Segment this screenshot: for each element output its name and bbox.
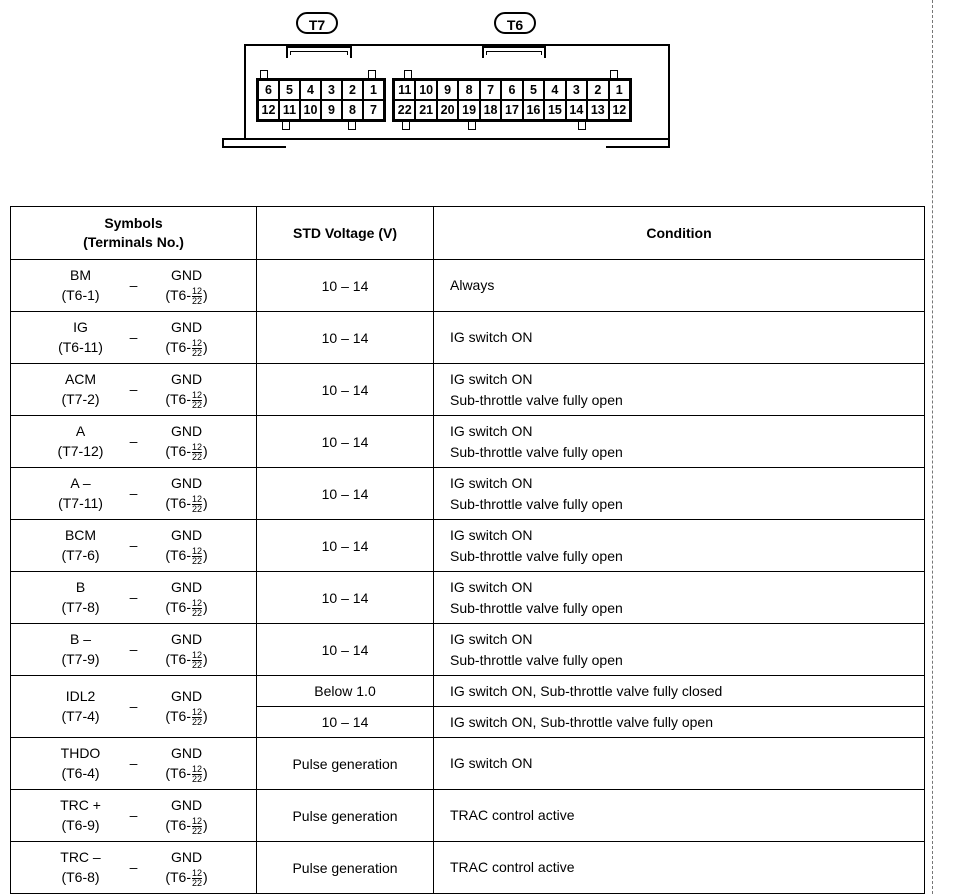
fraction-denominator: 22 xyxy=(191,555,202,566)
condition-cell: IG switch ON, Sub-throttle valve fully open xyxy=(434,707,925,738)
signal-terminal-no: (T7-6) xyxy=(61,547,100,564)
signal-terminal-no: (T6-11) xyxy=(58,339,103,356)
symbol-pair xyxy=(12,795,255,836)
t7-pin: 10 xyxy=(300,100,321,120)
table-row xyxy=(11,738,925,790)
signal-terminal xyxy=(41,686,121,726)
fraction-numerator: 12 xyxy=(191,597,202,608)
fraction-numerator: 12 xyxy=(191,763,202,774)
t6-pin: 15 xyxy=(544,100,565,120)
signal-terminal xyxy=(41,743,121,783)
voltage-cell: 10 – 14 xyxy=(257,260,434,312)
header-condition: Condition xyxy=(434,207,925,260)
t6-pin: 14 xyxy=(566,100,587,120)
pair-dash: – xyxy=(129,589,138,606)
ground-terminal-fraction xyxy=(192,599,202,618)
ground-terminal xyxy=(147,743,227,784)
ground-symbol: GND xyxy=(170,797,203,814)
signal-terminal-no: (T7-4) xyxy=(61,708,100,725)
ground-terminal-fraction xyxy=(192,651,202,670)
fraction-denominator: 22 xyxy=(191,451,202,462)
symbol-pair xyxy=(12,369,255,410)
t6-pin: 16 xyxy=(523,100,544,120)
table-row xyxy=(11,676,925,707)
ground-terminal xyxy=(147,577,227,618)
page-edge xyxy=(932,0,933,894)
t7-key xyxy=(348,121,356,130)
t7-key xyxy=(368,70,376,79)
ground-terminal-no xyxy=(147,389,227,410)
signal-terminal-no: (T7-9) xyxy=(61,651,100,668)
condition-line: IG switch ON xyxy=(450,329,533,345)
pair-dash: – xyxy=(129,537,138,554)
t6-pin: 17 xyxy=(501,100,522,120)
ground-terminal-suffix: ) xyxy=(203,817,208,834)
voltage-cell: 10 – 14 xyxy=(257,364,434,416)
ground-terminal-suffix: ) xyxy=(203,651,208,668)
ground-terminal-suffix: ) xyxy=(203,599,208,616)
signal-terminal-no: (T7-12) xyxy=(57,443,104,460)
symbol-cell xyxy=(11,842,257,894)
signal-terminal xyxy=(41,473,121,513)
t6-pin: 6 xyxy=(501,80,522,100)
symbol-pair xyxy=(12,265,255,306)
signal-symbol: BM xyxy=(70,267,91,284)
ground-symbol: GND xyxy=(170,475,203,492)
condition-line: TRAC control active xyxy=(450,859,575,875)
symbol-cell xyxy=(11,520,257,572)
symbol-pair xyxy=(12,421,255,462)
ground-terminal-no xyxy=(147,867,227,888)
fraction-numerator: 12 xyxy=(191,649,202,660)
condition-line: IG switch ON xyxy=(450,474,533,491)
t6-pin: 1 xyxy=(609,80,630,100)
ground-terminal-prefix: (T6- xyxy=(165,599,191,616)
t6-pin: 3 xyxy=(566,80,587,100)
connector-flange-notch xyxy=(286,138,606,148)
t6-pin: 22 xyxy=(394,100,415,120)
ground-terminal-suffix: ) xyxy=(203,391,208,408)
t7-pin: 9 xyxy=(321,100,342,120)
signal-symbol: TRC – xyxy=(60,849,101,866)
signal-symbol: THDO xyxy=(60,745,101,762)
fraction-denominator: 22 xyxy=(191,773,202,784)
fraction-numerator: 12 xyxy=(191,441,202,452)
ground-terminal-no xyxy=(147,441,227,462)
ground-terminal-suffix: ) xyxy=(203,765,208,782)
ground-terminal-suffix: ) xyxy=(203,443,208,460)
ground-terminal-prefix: (T6- xyxy=(165,391,191,408)
signal-terminal xyxy=(41,369,121,409)
signal-symbol: A – xyxy=(70,475,91,492)
t6-pin: 8 xyxy=(458,80,479,100)
signal-symbol: B – xyxy=(69,631,91,648)
t6-latch xyxy=(482,46,546,58)
voltage-cell: 10 – 14 xyxy=(257,572,434,624)
condition-cell xyxy=(434,790,925,842)
pair-dash: – xyxy=(129,859,138,876)
pair-dash: – xyxy=(129,698,138,715)
t7-key xyxy=(260,70,268,79)
table-header-row xyxy=(11,207,925,260)
condition-cell xyxy=(434,738,925,790)
condition-line: IG switch ON xyxy=(450,755,533,771)
ground-terminal-prefix: (T6- xyxy=(165,817,191,834)
signal-terminal xyxy=(41,525,121,565)
condition-cell xyxy=(434,842,925,894)
ground-terminal xyxy=(147,525,227,566)
ground-terminal-suffix: ) xyxy=(203,869,208,886)
ground-terminal-prefix: (T6- xyxy=(165,765,191,782)
signal-symbol: IG xyxy=(73,319,88,336)
signal-symbol: IDL2 xyxy=(65,688,96,705)
ground-terminal-fraction xyxy=(192,547,202,566)
symbol-pair xyxy=(12,629,255,670)
pair-dash: – xyxy=(129,641,138,658)
ground-terminal-fraction xyxy=(192,495,202,514)
fraction-numerator: 12 xyxy=(191,815,202,826)
t6-pin: 12 xyxy=(609,100,630,120)
fraction-numerator: 12 xyxy=(191,337,202,348)
header-symbols-line2: (Terminals No.) xyxy=(83,234,184,250)
condition-cell xyxy=(434,624,925,676)
ground-terminal-suffix: ) xyxy=(203,287,208,304)
condition-line: Sub-throttle valve fully open xyxy=(450,391,623,408)
fraction-denominator: 22 xyxy=(191,877,202,888)
condition-cell xyxy=(434,520,925,572)
t7-pin: 3 xyxy=(321,80,342,100)
t7-pin: 4 xyxy=(300,80,321,100)
symbol-pair xyxy=(12,686,255,727)
condition-cell xyxy=(434,364,925,416)
ground-terminal-prefix: (T6- xyxy=(165,869,191,886)
signal-terminal xyxy=(41,265,121,305)
condition-cell: IG switch ON, Sub-throttle valve fully closed xyxy=(434,676,925,707)
fraction-numerator: 12 xyxy=(191,285,202,296)
signal-symbol: TRC + xyxy=(60,797,101,814)
condition-cell xyxy=(434,416,925,468)
signal-terminal xyxy=(41,847,121,887)
symbol-cell xyxy=(11,572,257,624)
table-row xyxy=(11,416,925,468)
ground-terminal-suffix: ) xyxy=(203,708,208,725)
t6-pin: 10 xyxy=(415,80,436,100)
symbol-cell xyxy=(11,790,257,842)
t7-pin: 1 xyxy=(363,80,384,100)
t7-key xyxy=(282,121,290,130)
fraction-denominator: 22 xyxy=(191,399,202,410)
condition-line: Sub-throttle valve fully open xyxy=(450,547,623,564)
table-row xyxy=(11,842,925,894)
condition-line: Sub-throttle valve fully open xyxy=(450,443,623,460)
voltage-cell: Pulse generation xyxy=(257,842,434,894)
fraction-denominator: 22 xyxy=(191,659,202,670)
pair-dash: – xyxy=(129,277,138,294)
voltage-cell: 10 – 14 xyxy=(257,416,434,468)
t7-pin: 5 xyxy=(279,80,300,100)
ground-terminal-no xyxy=(147,649,227,670)
ground-terminal-prefix: (T6- xyxy=(165,443,191,460)
ground-terminal-no xyxy=(147,285,227,306)
ground-terminal-fraction xyxy=(192,765,202,784)
ground-terminal xyxy=(147,473,227,514)
table-row xyxy=(11,572,925,624)
signal-terminal-no: (T7-2) xyxy=(61,391,100,408)
table-row xyxy=(11,790,925,842)
ground-terminal-prefix: (T6- xyxy=(165,547,191,564)
t7-pin: 7 xyxy=(363,100,384,120)
signal-symbol: ACM xyxy=(64,371,97,388)
signal-symbol: B xyxy=(75,579,86,596)
ground-symbol: GND xyxy=(170,267,203,284)
pair-dash: – xyxy=(129,433,138,450)
t7-pin: 2 xyxy=(342,80,363,100)
table-row xyxy=(11,468,925,520)
t6-pin-block xyxy=(392,78,632,122)
t6-pin: 7 xyxy=(480,80,501,100)
t7-pin: 8 xyxy=(342,100,363,120)
t6-pin: 21 xyxy=(415,100,436,120)
ground-symbol: GND xyxy=(170,371,203,388)
ground-terminal-prefix: (T6- xyxy=(165,495,191,512)
ground-terminal-suffix: ) xyxy=(203,339,208,356)
signal-symbol: A xyxy=(75,423,86,440)
symbol-cell xyxy=(11,364,257,416)
symbol-cell xyxy=(11,624,257,676)
t6-key xyxy=(402,121,410,130)
condition-line: IG switch ON xyxy=(450,630,533,647)
table-row xyxy=(11,520,925,572)
symbol-cell xyxy=(11,738,257,790)
ground-terminal xyxy=(147,265,227,306)
ground-terminal-fraction xyxy=(192,391,202,410)
condition-line: Sub-throttle valve fully open xyxy=(450,651,623,668)
voltage-cell: Pulse generation xyxy=(257,790,434,842)
t6-pin: 2 xyxy=(587,80,608,100)
symbol-cell xyxy=(11,676,257,738)
ground-terminal-no xyxy=(147,706,227,727)
t6-key xyxy=(610,70,618,79)
t6-pin: 20 xyxy=(437,100,458,120)
symbol-pair xyxy=(12,317,255,358)
signal-terminal xyxy=(41,421,121,461)
ground-terminal-no xyxy=(147,493,227,514)
pair-dash: – xyxy=(129,485,138,502)
condition-cell xyxy=(434,312,925,364)
ground-symbol: GND xyxy=(170,319,203,336)
signal-terminal-no: (T6-1) xyxy=(61,287,100,304)
ground-terminal-prefix: (T6- xyxy=(165,287,191,304)
ground-terminal-suffix: ) xyxy=(203,547,208,564)
ground-symbol: GND xyxy=(170,688,203,705)
t7-pin: 6 xyxy=(258,80,279,100)
ground-terminal-no xyxy=(147,597,227,618)
condition-cell xyxy=(434,468,925,520)
ground-terminal-fraction xyxy=(192,869,202,888)
signal-terminal-no: (T6-8) xyxy=(61,869,100,886)
ground-terminal xyxy=(147,421,227,462)
signal-terminal xyxy=(41,577,121,617)
t6-key xyxy=(468,121,476,130)
fraction-denominator: 22 xyxy=(191,825,202,836)
condition-line: IG switch ON xyxy=(450,526,533,543)
voltage-cell: Pulse generation xyxy=(257,738,434,790)
ground-symbol: GND xyxy=(170,849,203,866)
ground-symbol: GND xyxy=(170,745,203,762)
condition-line: Sub-throttle valve fully open xyxy=(450,599,623,616)
ground-terminal-no xyxy=(147,763,227,784)
voltage-spec-table xyxy=(10,206,925,894)
t6-key xyxy=(578,121,586,130)
signal-symbol: BCM xyxy=(64,527,97,544)
t6-pin: 4 xyxy=(544,80,565,100)
symbol-cell xyxy=(11,416,257,468)
fraction-denominator: 22 xyxy=(191,347,202,358)
ground-terminal-prefix: (T6- xyxy=(165,708,191,725)
fraction-numerator: 12 xyxy=(191,867,202,878)
voltage-cell: 10 – 14 xyxy=(257,468,434,520)
condition-line: Sub-throttle valve fully open xyxy=(450,495,623,512)
pair-dash: – xyxy=(129,807,138,824)
symbol-pair xyxy=(12,743,255,784)
ground-terminal-no xyxy=(147,545,227,566)
t6-pin: 11 xyxy=(394,80,415,100)
fraction-denominator: 22 xyxy=(191,716,202,727)
signal-terminal xyxy=(41,629,121,669)
ground-terminal-prefix: (T6- xyxy=(165,339,191,356)
condition-line: TRAC control active xyxy=(450,807,575,823)
ground-terminal-fraction xyxy=(192,708,202,727)
condition-line: Always xyxy=(450,277,495,293)
fraction-denominator: 22 xyxy=(191,607,202,618)
t7-pin: 12 xyxy=(258,100,279,120)
symbol-pair xyxy=(12,847,255,888)
header-voltage: STD Voltage (V) xyxy=(257,207,434,260)
signal-terminal-no: (T7-8) xyxy=(61,599,100,616)
t6-key xyxy=(404,70,412,79)
pair-dash: – xyxy=(129,329,138,346)
fraction-numerator: 12 xyxy=(191,389,202,400)
ground-terminal-fraction xyxy=(192,339,202,358)
t7-latch xyxy=(286,46,352,58)
t6-pin: 19 xyxy=(458,100,479,120)
ground-symbol: GND xyxy=(170,579,203,596)
t6-pin: 5 xyxy=(523,80,544,100)
symbol-pair xyxy=(12,577,255,618)
signal-terminal xyxy=(41,317,121,357)
table-row xyxy=(11,624,925,676)
connector-diagram xyxy=(220,6,672,156)
ground-terminal xyxy=(147,686,227,727)
condition-line: IG switch ON xyxy=(450,578,533,595)
signal-terminal-no: (T7-11) xyxy=(58,495,103,512)
condition-cell xyxy=(434,260,925,312)
ground-terminal xyxy=(147,629,227,670)
ground-terminal-fraction xyxy=(192,817,202,836)
ground-terminal-suffix: ) xyxy=(203,495,208,512)
voltage-cell: 10 – 14 xyxy=(257,520,434,572)
t6-pin: 13 xyxy=(587,100,608,120)
condition-line: IG switch ON xyxy=(450,422,533,439)
condition-line: IG switch ON xyxy=(450,370,533,387)
symbol-pair xyxy=(12,525,255,566)
condition-cell xyxy=(434,572,925,624)
signal-terminal-no: (T6-9) xyxy=(61,817,100,834)
symbol-cell xyxy=(11,312,257,364)
header-symbols xyxy=(11,207,257,260)
fraction-denominator: 22 xyxy=(191,503,202,514)
voltage-cell: 10 – 14 xyxy=(257,312,434,364)
ground-terminal xyxy=(147,795,227,836)
symbol-cell xyxy=(11,468,257,520)
pair-dash: – xyxy=(129,381,138,398)
ground-terminal xyxy=(147,317,227,358)
ground-terminal-no xyxy=(147,815,227,836)
fraction-numerator: 12 xyxy=(191,706,202,717)
signal-terminal xyxy=(41,795,121,835)
fraction-denominator: 22 xyxy=(191,295,202,306)
fraction-numerator: 12 xyxy=(191,545,202,556)
ground-symbol: GND xyxy=(170,527,203,544)
ground-symbol: GND xyxy=(170,631,203,648)
pair-dash: – xyxy=(129,755,138,772)
connector-label-t7: T7 xyxy=(296,12,338,34)
ground-terminal-fraction xyxy=(192,287,202,306)
t7-pin-block xyxy=(256,78,386,122)
signal-terminal-no: (T6-4) xyxy=(61,765,100,782)
ground-terminal-no xyxy=(147,337,227,358)
header-symbols-line1: Symbols xyxy=(104,215,163,231)
voltage-cell: 10 – 14 xyxy=(257,707,434,738)
table-row xyxy=(11,312,925,364)
symbol-pair xyxy=(12,473,255,514)
voltage-cell: 10 – 14 xyxy=(257,624,434,676)
ground-terminal-fraction xyxy=(192,443,202,462)
t6-pin: 18 xyxy=(480,100,501,120)
ground-terminal xyxy=(147,369,227,410)
ground-terminal xyxy=(147,847,227,888)
connector-label-t6: T6 xyxy=(494,12,536,34)
table-row xyxy=(11,364,925,416)
t6-pin: 9 xyxy=(437,80,458,100)
ground-terminal-prefix: (T6- xyxy=(165,651,191,668)
symbol-cell xyxy=(11,260,257,312)
table-row xyxy=(11,260,925,312)
fraction-numerator: 12 xyxy=(191,493,202,504)
voltage-cell: Below 1.0 xyxy=(257,676,434,707)
ground-symbol: GND xyxy=(170,423,203,440)
t7-pin: 11 xyxy=(279,100,300,120)
